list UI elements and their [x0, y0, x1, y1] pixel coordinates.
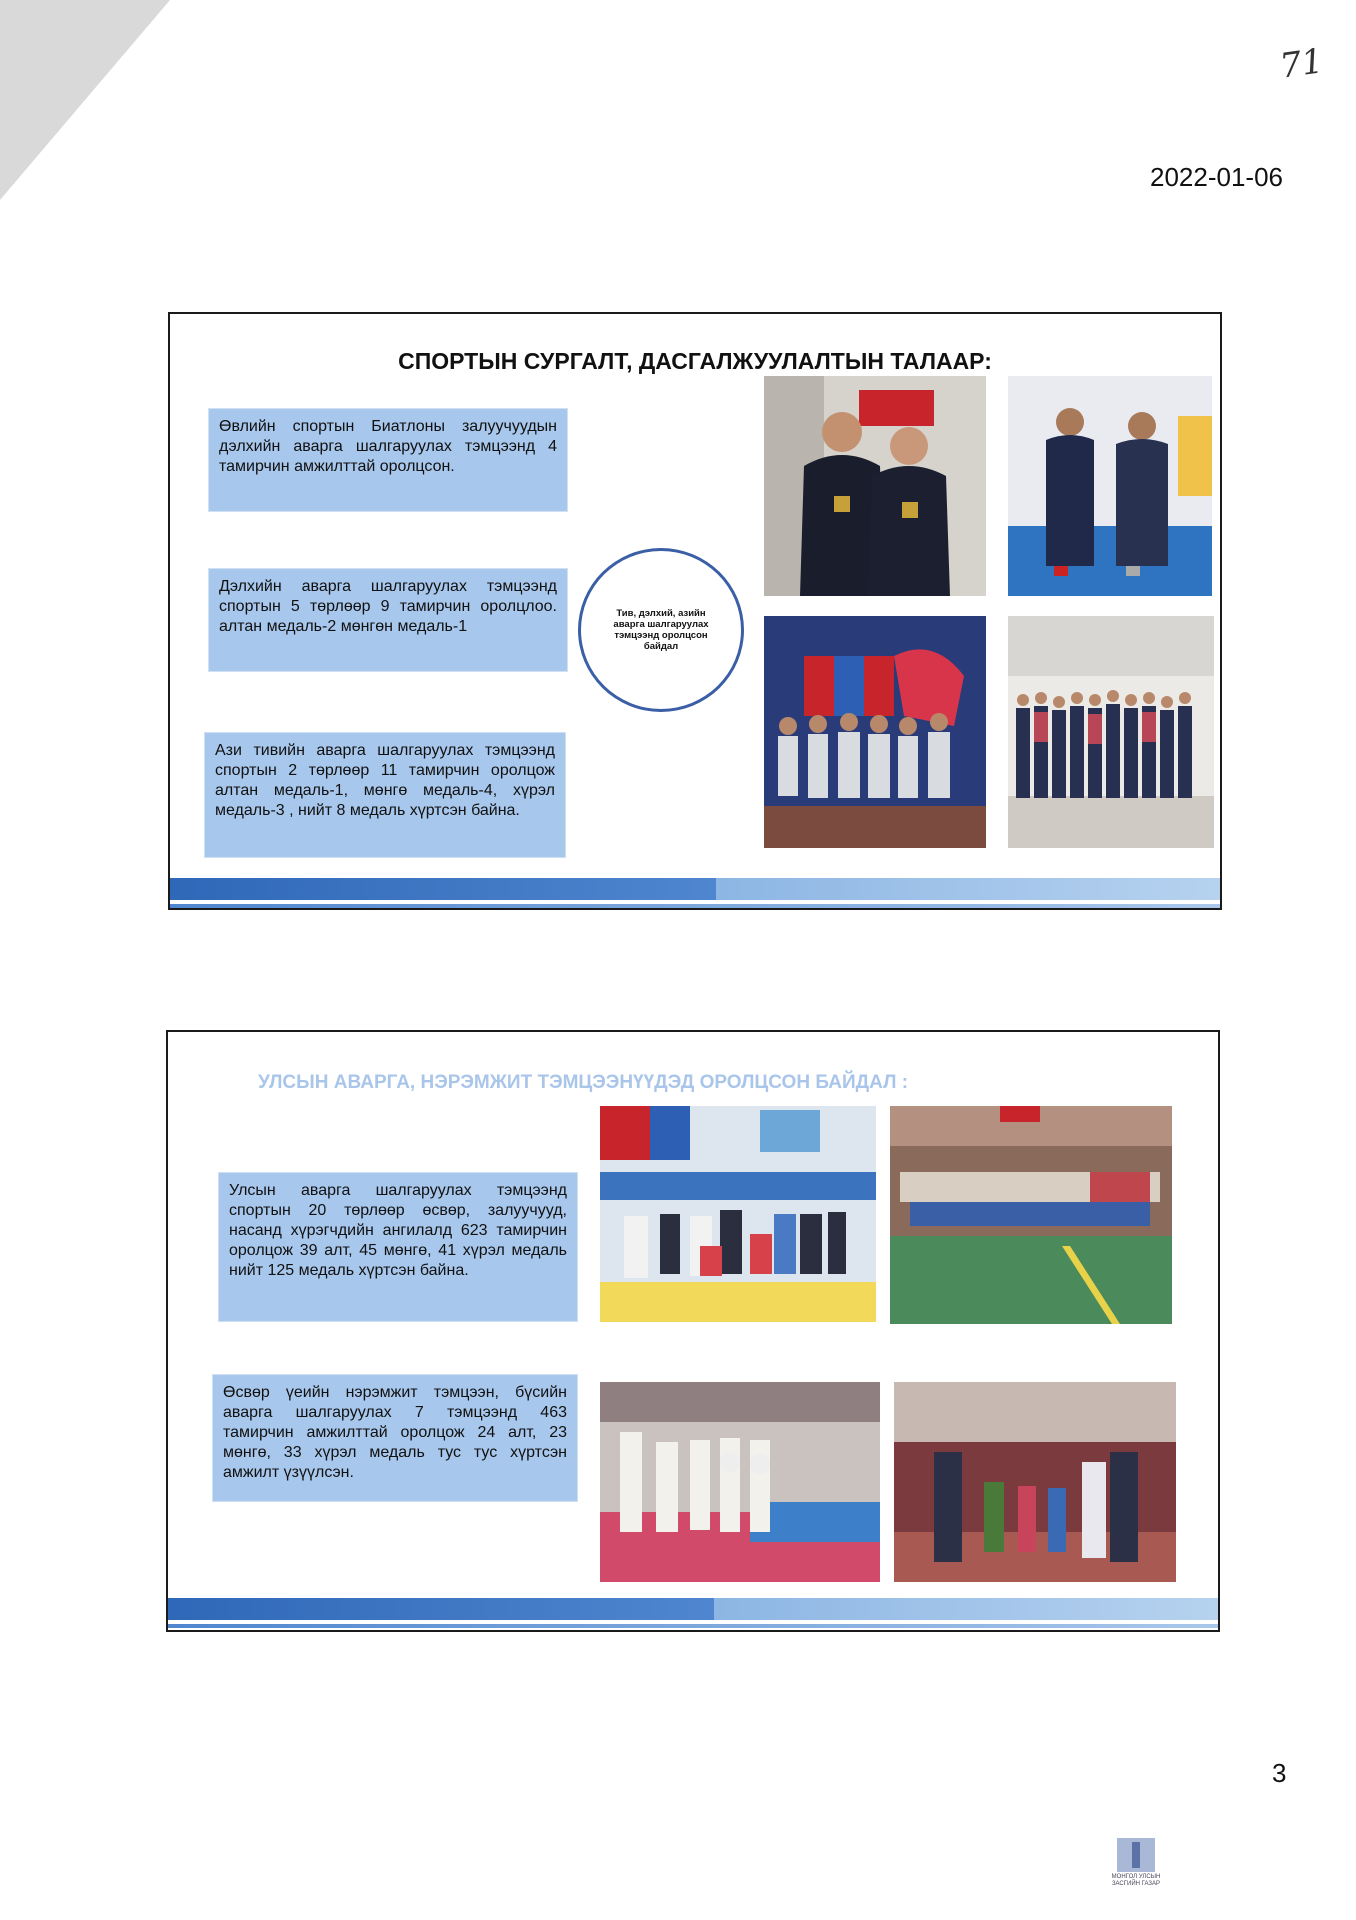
- summary-circle-text: Тив, дэлхий, азийн аварга шалгаруулах тэмцээнд оролцсон байдал: [613, 608, 709, 652]
- photo-two-medalists: [764, 376, 986, 596]
- text-box-biathlon: Өвлийн спортын Биатлоны залуучуудын дэлхийн аварга шалгаруулах тэмцээнд 4 тамирчин амжилттай оролцсон.: [208, 408, 568, 512]
- photo-team-airport: [1008, 616, 1214, 848]
- text-box-national-championship: Улсын аварга шалгаруулах тэмцээнд спортын 20 төрлөөр өсвөр, залуучууд, насанд хүрэгчдийн ангилалд 623 тамирчин оролцож 39 алт, 45 мөнгө, 41 хүрэл медаль нийт 125 медаль хүртсэн байна.: [218, 1172, 578, 1322]
- handwritten-page-number: 71: [1277, 41, 1326, 87]
- photo-judo-team: [600, 1106, 876, 1322]
- text-box-asian-championship: Ази тивийн аварга шалгаруулах тэмцээнд спортын 2 төрлөөр 11 тамирчин оролцож алтан медаль-1, мөнгө медаль-4, хүрэл медаль-3 , нийт 8 медаль хүртсэн байна.: [204, 732, 566, 858]
- photo-team-mongolia-banner: [764, 616, 986, 848]
- photo-wrestlers-gym: [890, 1106, 1172, 1324]
- slide-footer-bar: [168, 1598, 1218, 1620]
- soyombo-emblem-icon: [1117, 1838, 1155, 1872]
- government-logo: [1104, 1838, 1168, 1896]
- slide-national-competitions: [166, 1030, 1220, 1632]
- slide-title: СПОРТЫН СУРГАЛТ, ДАСГАЛЖУУЛАЛТЫН ТАЛААР:: [398, 348, 992, 374]
- text-box-youth-tournaments: Өсвөр үеийн нэрэмжит тэмцээн, бүсийн аварга шалгаруулах 7 тэмцээнд 463 тамирчин амжилттай оролцож 24 алт, 23 мөнгө, 33 хүрэл медаль тус тус хүртсэн амжилт үзүүлсэн.: [212, 1374, 578, 1502]
- logo-caption: МОНГОЛ УЛСЫН ЗАСГИЙН ГАЗАР: [1111, 1874, 1161, 1887]
- photo-karate-kids: [600, 1382, 880, 1582]
- slide-footer-bar: [170, 878, 1220, 900]
- page-number: 3: [1272, 1758, 1287, 1788]
- slide-title: УЛСЫН АВАРГА, НЭРЭМЖИТ ТЭМЦЭЭНҮҮДЭД ОРОЛЦСОН БАЙДАЛ :: [258, 1072, 909, 1093]
- text-box-world-championship: Дэлхийн аварга шалгаруулах тэмцээнд спортын 5 төрлөөр 9 тамирчин оролцлоо. алтан медаль-2 мөнгөн медаль-1: [208, 568, 568, 672]
- photo-award-ceremony: [894, 1382, 1176, 1582]
- photo-two-athletes-banner: [1008, 376, 1212, 596]
- page-fold: [0, 0, 170, 200]
- summary-circle: [578, 548, 744, 712]
- document-date: 2022-01-06: [1150, 162, 1283, 192]
- slide-international-competitions: [168, 312, 1222, 910]
